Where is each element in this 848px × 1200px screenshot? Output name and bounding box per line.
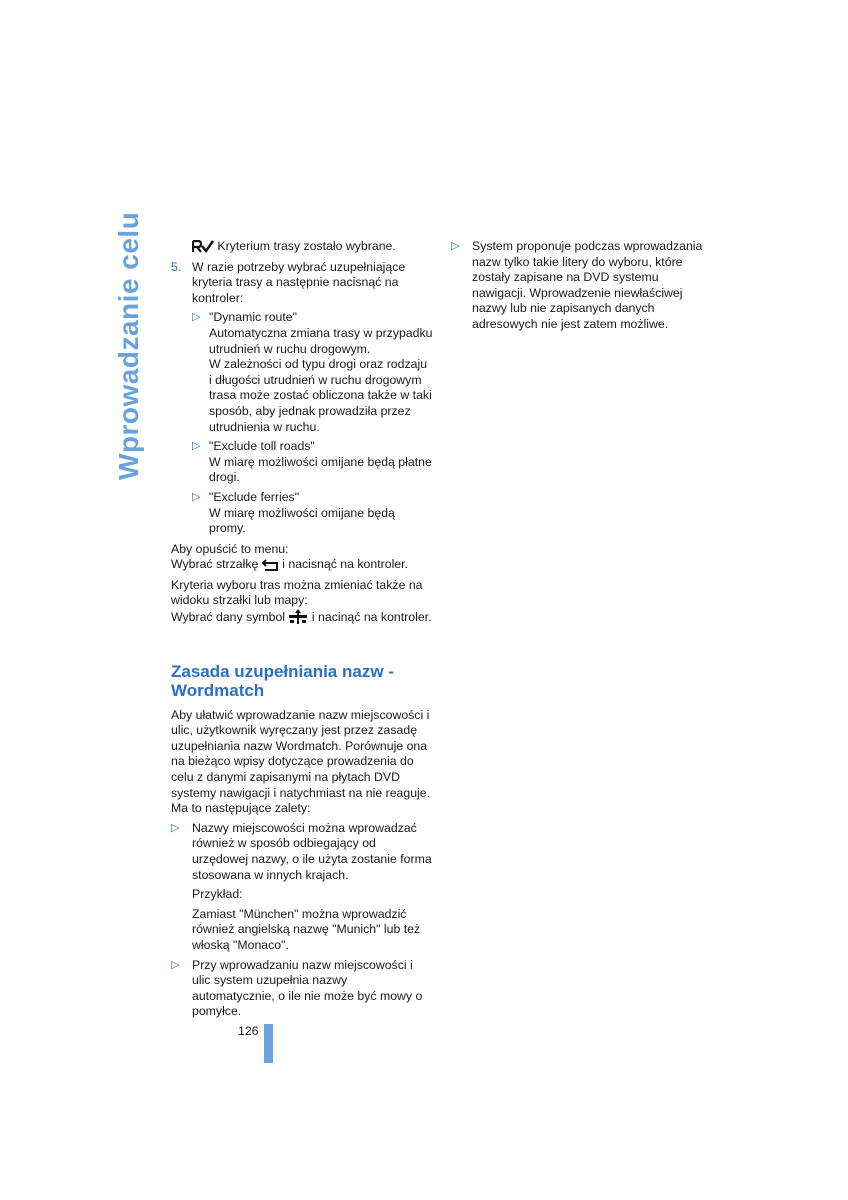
bullet-text: Przy wprowadzaniu nazw miejscowości i ulic system uzupełnia nazwy automatycznie, o ile nie może być mowy o pomyłce. xyxy=(192,957,423,1019)
triangle-bullet-icon: ▷ xyxy=(192,311,201,324)
option-title: "Dynamic route" xyxy=(209,310,298,325)
option-exclude-toll-roads xyxy=(192,439,433,486)
option-desc: W zależności od typu drogi oraz rodzaju i długości utrudnień w ruchu drogowym trasa może zostać obliczona także w taki sposób, aby jednak prowadziła przez utrudnienia w ruchu. xyxy=(209,357,432,434)
option-desc: W miarę możliwości omijane będą promy. xyxy=(209,505,395,536)
triangle-bullet-icon: ▷ xyxy=(171,821,180,834)
criterion-selected-text: Kryterium trasy zostało wybrane. xyxy=(217,239,396,253)
route-symbol-icon xyxy=(288,609,308,624)
step-number: 5. xyxy=(171,259,182,274)
bullet-text: Nazwy miejscowości można wprowadzać również w sposób odbiegający od urzędowej nazwy, o ile użyta zostanie forma stosowana w innych krajach. xyxy=(192,820,432,882)
triangle-bullet-icon: ▷ xyxy=(192,440,201,453)
bullet-item xyxy=(171,958,433,1020)
criteria-change-text: Kryteria wyboru tras można zmieniać także na widoku strzałki lub mapy: xyxy=(171,577,423,608)
triangle-bullet-icon: ▷ xyxy=(451,240,460,252)
option-dynamic-route xyxy=(192,310,433,435)
option-desc: W miarę możliwości omijane będą płatne drogi. xyxy=(209,454,432,485)
exit-menu-label: Aby opuścić to menu: xyxy=(171,541,289,556)
option-title: "Exclude toll roads" xyxy=(209,439,315,454)
right-column xyxy=(451,239,713,333)
step-5-text: W razie potrzeby wybrać uzupełniające kryteria trasy a następnie nacisnąć na kontroler: xyxy=(192,259,406,305)
option-desc: Automatyczna zmiana trasy w przypadku utrudnień w ruchu drogowym. xyxy=(209,325,433,356)
example-text: Zamiast "München" można wprowadzić również angielską nazwę "Munich" lub też włoską "Monaco". xyxy=(192,906,421,952)
step-5 xyxy=(171,260,433,307)
select-arrow-line: Wybrać strzałkę i nacisnąć na kontroler. xyxy=(171,557,408,572)
bullet-item xyxy=(171,821,433,954)
option-exclude-ferries xyxy=(192,490,433,537)
left-column xyxy=(171,239,433,1020)
triangle-bullet-icon: ▷ xyxy=(171,958,180,971)
criterion-selected-line xyxy=(192,239,433,255)
bullet-item xyxy=(451,239,713,333)
page-number: 126 xyxy=(238,1024,259,1038)
section-heading: Zasada uzupełniania nazw - Wordmatch xyxy=(171,661,394,700)
bullet-text: System proponuje podczas wprowadzania nazw tylko takie litery do wyboru, które zostały zapisane na DVD systemu nawigacji. Wprowadzenie niewłaściwej nazwy lub nie zapisanych danych adresowych nie jest zatem możliwe. xyxy=(472,239,703,331)
back-arrow-icon xyxy=(262,559,279,571)
page-marker-bar xyxy=(264,1024,273,1063)
example-label: Przykład: xyxy=(192,887,243,902)
triangle-bullet-icon: ▷ xyxy=(192,490,201,503)
wordmatch-intro: Aby ułatwić wprowadzanie nazw miejscowości i ulic, użytkownik wyręczany jest przez zasadę uzupełniania nazw Wordmatch. Porównuje ona na bieżąco wpisy dotyczące prowadzenia do celu z danymi zapisanymi na płytach DVD systemy nawigacji i natychmiast na nie reaguje. Ma to następujące zalety: xyxy=(171,707,431,816)
side-section-title: Wprowadzanie celu xyxy=(113,211,144,480)
option-title: "Exclude ferries" xyxy=(209,489,300,504)
select-symbol-line: Wybrać dany symbol i nacinąć na kontroler. xyxy=(171,610,432,625)
route-check-icon xyxy=(192,240,214,253)
